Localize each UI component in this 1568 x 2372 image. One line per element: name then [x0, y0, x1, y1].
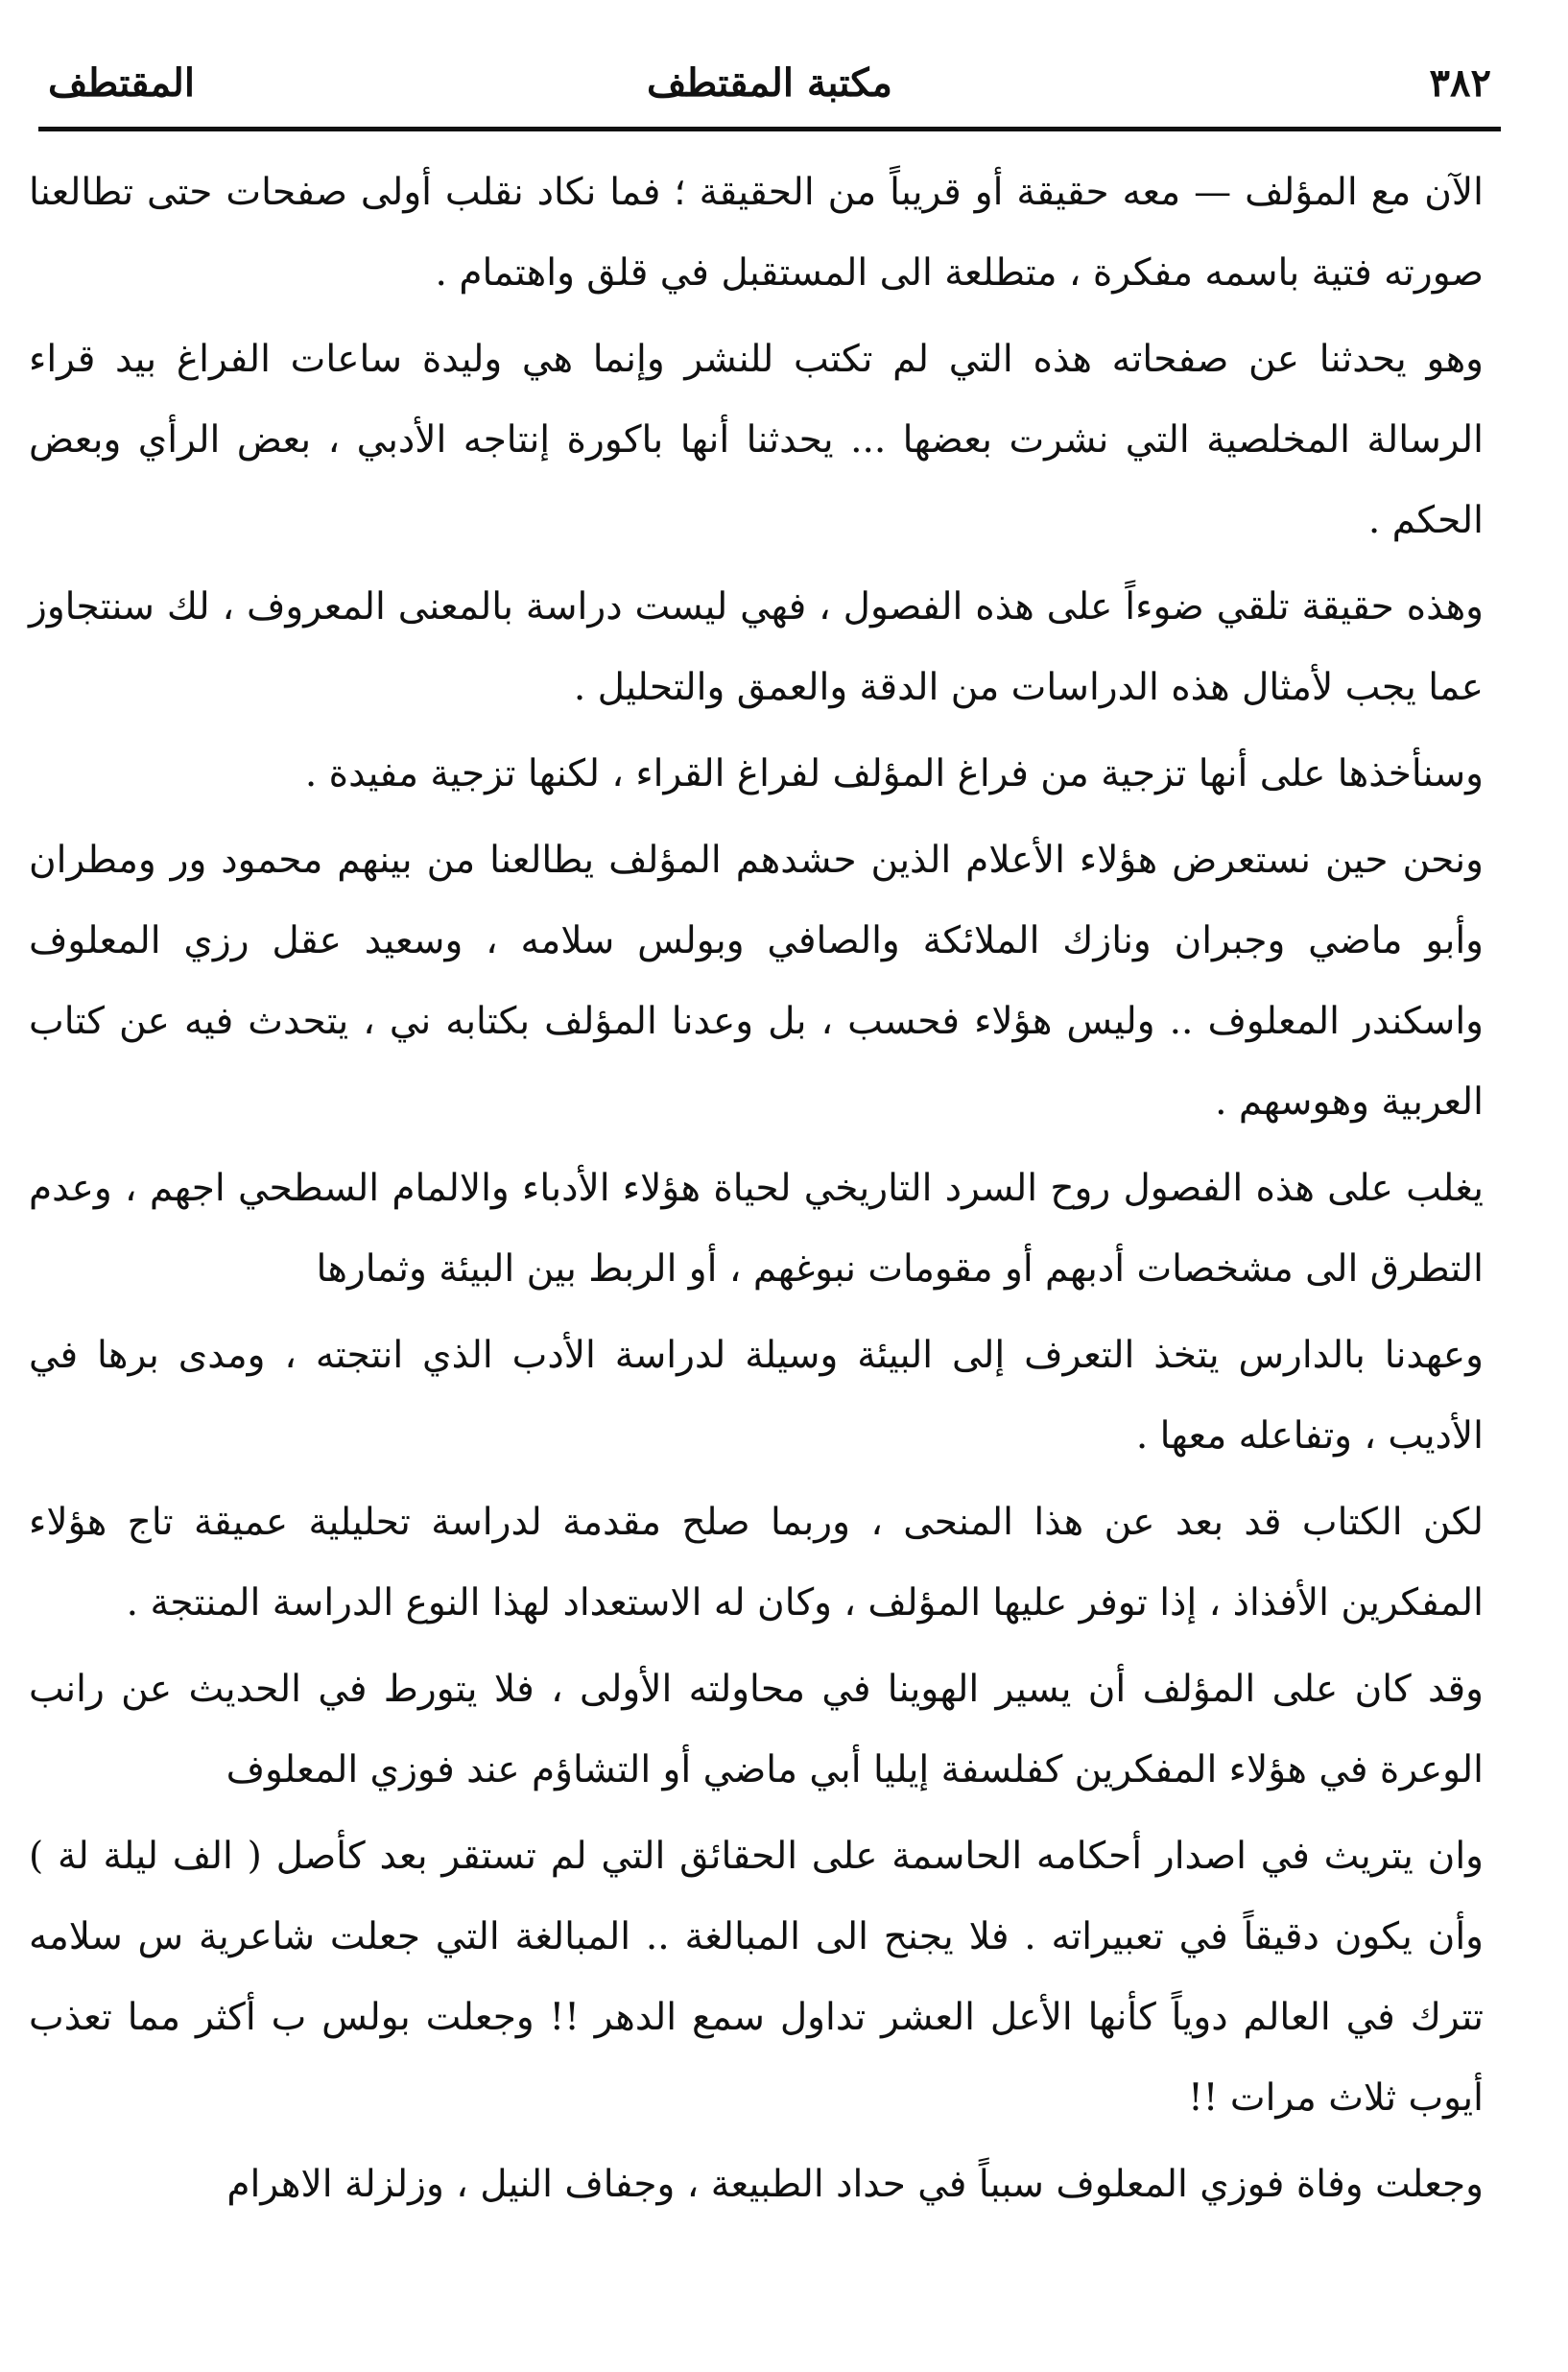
paragraph: يغلب على هذه الفصول روح السرد التاريخي لحياة هؤلاء الأدباء والالمام السطحي اجهم ، وعدم التطرق الى مشخصات أدبهم أو مقومات نبوغهم ، أو الربط بين البيئة وثمارها	[29, 1167, 1484, 1291]
journal-name: المقتطف	[48, 59, 195, 106]
paragraph: وهذه حقيقة تلقي ضوءاً على هذه الفصول ، فهي ليست دراسة بالمعنى المعروف ، لك سنتجاوز عما يجب لأمثال هذه الدراسات من الدقة والعمق والتحليل .	[29, 585, 1484, 709]
page-number: ٣٨٢	[1429, 59, 1491, 106]
paragraph: وسنأخذها على أنها تزجية من فراغ المؤلف لفراغ القراء ، لكنها تزجية مفيدة .	[304, 752, 1484, 795]
paragraph: وعهدنا بالدارس يتخذ التعرف إلى البيئة وسيلة لدراسة الأدب الذي انتجته ، ومدى برها في الأديب ، وتفاعله معها .	[29, 1334, 1484, 1458]
paragraph: الآن مع المؤلف — معه حقيقة أو قريباً من الحقيقة ؛ فما نكاد نقلب أولى صفحات حتى تطالعنا صورته فتية باسمه مفكرة ، متطلعة الى المستقبل في قلق واهتمام .	[29, 171, 1484, 295]
paragraph: وجعلت وفاة فوزي المعلوف سبباً في حداد الطبيعة ، وجفاف النيل ، وزلزلة الاهرام	[226, 2163, 1484, 2206]
paragraph: وهو يحدثنا عن صفحاته هذه التي لم تكتب للنشر وإنما هي وليدة ساعات الفراغ بيد قراء الرسالة المخلصية التي نشرت بعضها ... يحدثنا أنها باكورة إنتاجه الأدبي ، بعض الرأي وبعض الحكم .	[29, 338, 1484, 542]
paragraph: لكن الكتاب قد بعد عن هذا المنحى ، وربما صلح مقدمة لدراسة تحليلية عميقة تاج هؤلاء المفكرين الأفذاذ ، إذا توفر عليها المؤلف ، وكان له الاستعداد لهذا النوع الدراسة المنتجة .	[29, 1501, 1484, 1625]
paragraph: ونحن حين نستعرض هؤلاء الأعلام الذين حشدهم المؤلف يطالعنا من بينهم محمود ور ومطران وأبو ماضي وجبران ونازك الملائكة والصافي وبولس سلامه ، وسعيد عقل رزي المعلوف واسكندر المعلوف .. وليس هؤلاء فحسب ، بل وعدنا المؤلف بكتابه ني ، يتحدث فيه عن كتاب العربية وهوسهم .	[29, 839, 1484, 1124]
header-rule	[38, 127, 1501, 131]
paragraph: وقد كان على المؤلف أن يسير الهوينا في محاولته الأولى ، فلا يتورط في الحديث عن رانب الوعرة في هؤلاء المفكرين كفلسفة إيليا أبي ماضي أو التشاؤم عند فوزي المعلوف	[29, 1668, 1484, 1791]
page-header	[29, 38, 1510, 127]
review-body	[29, 153, 1510, 2225]
paragraph: وان يتريث في اصدار أحكامه الحاسمة على الحقائق التي لم تستقر بعد كأصل ( الف ليلة لة ) وأن يكون دقيقاً في تعبيراته . فلا يجنح الى المبالغة .. المبالغة التي جعلت شاعرية س سلامه تترك في العالم دوياً كأنها الأعل العشر تداول سمع الدهر !! وجعلت بولس ب أكثر مما تعذب أيوب ثلاث مرات !!	[29, 1835, 1484, 2120]
running-title: مكتبة المقتطف	[647, 59, 892, 106]
